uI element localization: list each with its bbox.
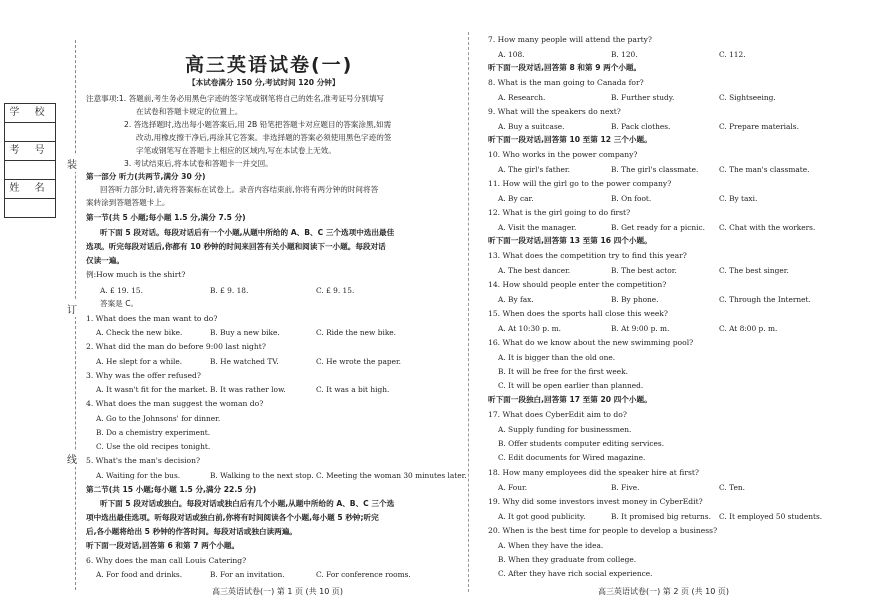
q11-option-a: A. By car.: [498, 194, 534, 203]
q15-option-a: A. At 10:30 p. m.: [498, 324, 561, 333]
q10-option-c: C. The man's classmate.: [719, 165, 810, 174]
q9-option-c: C. Prepare materials.: [719, 122, 799, 131]
q11-option-b: B. On foot.: [611, 194, 652, 203]
example-answer: 答案是 C。: [100, 299, 139, 308]
q18-option-b: B. Five.: [611, 483, 640, 492]
q15-option-c: C. At 8:00 p. m.: [719, 324, 778, 333]
notice-line-5: 字笔或钢笔写在答题卡上相应的区域内,写在本试卷上无效。: [136, 146, 336, 155]
exam-info: 【本试卷满分 150 分,考试时间 120 分钟】: [188, 78, 340, 87]
q9-option-a: A. Buy a suitcase.: [498, 122, 565, 131]
listen-instruction-10-12: 听下面一段对话,回答第 10 至第 12 三个小题。: [488, 135, 652, 144]
section2-instr-1: 听下面 5 段对话或独白。每段对话或独白后有几个小题,从题中所给的 A、B、C 三个选: [100, 499, 395, 508]
q17-option-b: B. Offer students computer editing services.: [498, 439, 665, 448]
binding-char-zhuang: 装: [67, 155, 77, 172]
name-label: 姓 名: [4, 179, 56, 199]
q12-option-a: A. Visit the manager.: [498, 223, 577, 232]
question-11: 11. How will the girl go to the power company?: [488, 179, 672, 188]
question-12: 12. What is the girl going to do first?: [488, 208, 631, 217]
q7-option-a: A. 108.: [498, 50, 525, 59]
section1-instr-1: 听下面 5 段对话。每段对话后有一个小题,从题中所给的 A、B、C 三个选项中选出最佳: [100, 228, 395, 237]
q20-option-a: A. When they have the idea.: [498, 541, 604, 550]
q4-option-a: A. Go to the Johnsons' for dinner.: [96, 414, 221, 423]
q12-option-b: B. Get ready for a picnic.: [611, 223, 705, 232]
q20-option-c: C. After they have rich social experience.: [498, 569, 653, 578]
q6-option-c: C. For conference rooms.: [316, 570, 411, 579]
q13-option-c: C. The best singer.: [719, 266, 789, 275]
q10-option-a: A. The girl's father.: [498, 165, 570, 174]
q7-option-b: B. 120.: [611, 50, 638, 59]
notice-line-4: 改动,用橡皮擦干净后,再涂其它答案。非选择题的答案必须使用黑色字迹的签: [136, 133, 392, 142]
question-20: 20. When is the best time for people to develop a business?: [488, 526, 718, 535]
binding-char-xian: 线: [67, 450, 77, 467]
question-3: 3. Why was the offer refused?: [86, 371, 201, 380]
footer-page-2: 高三英语试卷(一) 第 2 页 (共 10 页): [598, 587, 730, 596]
q1-option-b: B. Buy a new bike.: [210, 328, 280, 337]
exam-number-label: 考 号: [4, 141, 56, 161]
q5-option-a: A. Waiting for the bus.: [96, 471, 181, 480]
q1-option-c: C. Ride the new bike.: [316, 328, 397, 337]
q17-option-c: C. Edit documents for Wired magazine.: [498, 453, 646, 462]
question-5: 5. What's the man's decision?: [86, 456, 201, 465]
q4-option-b: B. Do a chemistry experiment.: [96, 428, 211, 437]
q1-option-a: A. Check the new bike.: [96, 328, 183, 337]
part1-heading: 第一部分 听力(共两节,满分 30 分): [86, 172, 206, 181]
q19-option-a: A. It got good publicity.: [498, 512, 586, 521]
q16-option-a: A. It is bigger than the old one.: [498, 353, 616, 362]
name-blank: [4, 198, 56, 218]
q2-option-b: B. He watched TV.: [210, 357, 279, 366]
q18-option-a: A. Four.: [498, 483, 528, 492]
q3-option-c: C. It was a bit high.: [316, 385, 390, 394]
q11-option-c: C. By taxi.: [719, 194, 758, 203]
q4-option-c: C. Use the old recipes tonight.: [96, 442, 211, 451]
q8-option-b: B. Further study.: [611, 93, 675, 102]
binding-char-ding: 订: [67, 300, 77, 317]
question-10: 10. Who works in the power company?: [488, 150, 638, 159]
q19-option-b: B. It promised big returns.: [611, 512, 711, 521]
q6-option-a: A. For food and drinks.: [96, 570, 183, 579]
part1-intro-1: 回答听力部分时,请先将答案标在试卷上。录音内容结束前,你将有两分钟的时间将答: [100, 185, 379, 194]
notice-line-2: 在试卷和答题卡规定的位置上。: [136, 107, 243, 116]
listen-instruction-17-20: 听下面一段独白,回答第 17 至第 20 四个小题。: [488, 395, 652, 404]
question-4: 4. What does the man suggest the woman do?: [86, 399, 264, 408]
example-option-b: B. £ 9. 18.: [210, 286, 249, 295]
section1-instr-3: 仅读一遍。: [86, 256, 124, 265]
section2-heading: 第二节(共 15 小题;每小题 1.5 分,满分 22.5 分): [86, 485, 257, 494]
listen-instruction-6-7: 听下面一段对话,回答第 6 和第 7 两个小题。: [86, 541, 240, 550]
question-1: 1. What does the man want to do?: [86, 314, 218, 323]
question-2: 2. What did the man do before 9:00 last night?: [86, 342, 266, 351]
question-18: 18. How many employees did the speaker hire at first?: [488, 468, 699, 477]
section2-instr-2: 项中选出最佳选项。听每段对话或独白前,你将有时间阅读各个小题,每小题 5 秒钟;听完: [86, 513, 379, 522]
q8-option-c: C. Sightseeing.: [719, 93, 776, 102]
page-divider: [468, 32, 469, 592]
q20-option-b: B. When they graduate from college.: [498, 555, 637, 564]
exam-number-blank: [4, 160, 56, 180]
section1-heading: 第一节(共 5 小题;每小题 1.5 分,满分 7.5 分): [86, 213, 246, 222]
notice-line-6: 3. 考试结束后,将本试卷和答题卡一并交回。: [124, 159, 273, 168]
example-question: 例:How much is the shirt?: [86, 270, 186, 279]
question-16: 16. What do we know about the new swimming pool?: [488, 338, 694, 347]
q14-option-c: C. Through the Internet.: [719, 295, 811, 304]
section2-instr-3: 后,各小题将给出 5 秒钟的作答时间。每段对话或独白读两遍。: [86, 527, 297, 536]
q19-option-c: C. It employed 50 students.: [719, 512, 823, 521]
notice-line-1: 注意事项:1. 答题前,考生务必用黑色字迹的签字笔或钢笔将自己的姓名,准考证号分别填写: [86, 94, 385, 103]
listen-instruction-8-9: 听下面一段对话,回答第 8 和第 9 两个小题。: [488, 63, 642, 72]
question-9: 9. What will the speakers do next?: [488, 107, 621, 116]
question-8: 8. What is the man going to Canada for?: [488, 78, 644, 87]
page-title: 高三英语试卷(一): [185, 54, 354, 76]
example-option-c: C. £ 9. 15.: [316, 286, 355, 295]
section1-instr-2: 选项。听完每段对话后,你都有 10 秒钟的时间来回答有关小题和阅读下一小题。每段对话: [86, 242, 386, 251]
q13-option-b: B. The best actor.: [611, 266, 677, 275]
q5-option-c: C. Meeting the woman 30 minutes later.: [316, 471, 467, 480]
question-7: 7. How many people will attend the party?: [488, 35, 652, 44]
q16-option-b: B. It will be free for the first week.: [498, 367, 628, 376]
question-17: 17. What does CyberEdit aim to do?: [488, 410, 627, 419]
q7-option-c: C. 112.: [719, 50, 746, 59]
q2-option-a: A. He slept for a while.: [96, 357, 183, 366]
q18-option-c: C. Ten.: [719, 483, 745, 492]
q14-option-b: B. By phone.: [611, 295, 659, 304]
school-label: 学 校: [4, 103, 56, 123]
q15-option-b: B. At 9:00 p. m.: [611, 324, 670, 333]
question-14: 14. How should people enter the competition?: [488, 280, 667, 289]
q5-option-b: B. Walking to the next stop.: [210, 471, 314, 480]
q8-option-a: A. Research.: [498, 93, 546, 102]
school-blank: [4, 122, 56, 142]
part1-intro-2: 案转涂到答题答题卡上。: [86, 198, 170, 207]
q12-option-c: C. Chat with the workers.: [719, 223, 816, 232]
question-6: 6. Why does the man call Louis Catering?: [86, 556, 247, 565]
q17-option-a: A. Supply funding for businessmen.: [498, 425, 632, 434]
q14-option-a: A. By fax.: [498, 295, 534, 304]
listen-instruction-13-16: 听下面一段对话,回答第 13 至第 16 四个小题。: [488, 236, 652, 245]
q3-option-b: B. It was rather low.: [210, 385, 286, 394]
q9-option-b: B. Pack clothes.: [611, 122, 671, 131]
q2-option-c: C. He wrote the paper.: [316, 357, 402, 366]
question-13: 13. What does the competition try to find this year?: [488, 251, 687, 260]
question-19: 19. Why did some investors invest money in CyberEdit?: [488, 497, 703, 506]
question-15: 15. When does the sports hall close this week?: [488, 309, 668, 318]
q13-option-a: A. The best dancer.: [498, 266, 571, 275]
notice-line-3: 2. 答选择题时,选出每小题答案后,用 2B 铅笔把答题卡对应题目的答案涂黑,如需: [124, 120, 392, 129]
example-option-a: A. £ 19. 15.: [100, 286, 143, 295]
q3-option-a: A. It wasn't fit for the market.: [96, 385, 208, 394]
footer-page-1: 高三英语试卷(一) 第 1 页 (共 10 页): [212, 587, 344, 596]
q10-option-b: B. The girl's classmate.: [611, 165, 699, 174]
q16-option-c: C. It will be open earlier than planned.: [498, 381, 644, 390]
q6-option-b: B. For an invitation.: [210, 570, 285, 579]
